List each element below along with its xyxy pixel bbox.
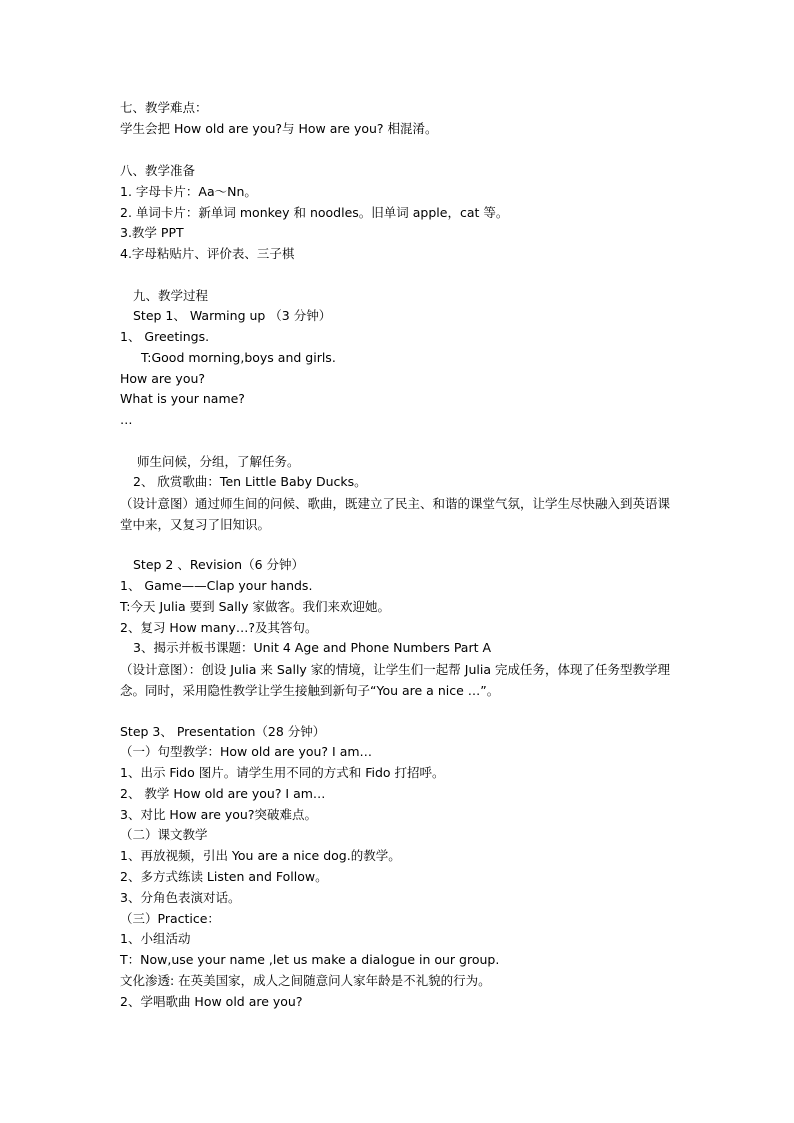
step-1-design-intent: （设计意图）通过师生间的问候、歌曲，既建立了民主、和谐的课堂气氛，让学生尽快融入到英语课堂中来，又复习了旧知识。 [120,496,671,532]
step-2-heading: Step 2 、Revision（6 分钟） [133,557,305,572]
section-9-heading: 九、教学过程 [133,288,209,303]
step-1-item-1: 1、 Greetings. [120,329,210,344]
step-1-ellipsis: … [120,412,133,427]
step-1-heading: Step 1、 Warming up （3 分钟） [133,308,332,323]
section-8-item-2: 2. 单词卡片：新单词 monkey 和 noodles。旧单词 apple，cat 等。 [120,205,509,220]
step-3-part-a-item-2: 2、 教学 How old are you? I am… [120,786,326,801]
section-8-item-4: 4.字母粘贴片、评价表、三子棋 [120,246,295,261]
step-3-heading: Step 3、 Presentation（28 分钟） [120,724,326,739]
step-3-part-c-item-2: 2、学唱歌曲 How old are you? [120,994,303,1009]
step-2-design-intent: （设计意图）：创设 Julia 来 Sally 家的情境，让学生们一起帮 Julia 完成任务，体现了任务型教学理念。同时，采用隐性教学让学生接触到新句子“You are a nice …”。 [120,662,670,698]
step-3-part-b-heading: （二）课文教学 [120,827,208,842]
step-3-part-a-heading: （一）句型教学：How old are you? I am… [120,744,373,759]
step-2-teacher-line: T:今天 Julia 要到 Sally 家做客。我们来欢迎她。 [120,599,391,614]
step-3-culture-note: 文化渗透: 在英美国家，成人之间随意问人家年龄是不礼貌的行为。 [120,973,491,988]
step-1-item-2: 2、 欣赏歌曲：Ten Little Baby Ducks。 [133,474,367,489]
step-3-part-c-item-1: 1、小组活动 [120,931,191,946]
step-3-part-a-item-1: 1、出示 Fido 图片。请学生用不同的方式和 Fido 打招呼。 [120,765,445,780]
step-1-question-2: What is your name? [120,391,245,406]
step-2-item-1: 1、 Game——Clap your hands. [120,578,313,593]
section-8-item-3: 3.教学 PPT [120,225,184,240]
step-3-part-c-teacher-line: T：Now,use your name ,let us make a dialogue in our group. [120,952,500,967]
step-2-item-2: 2、复习 How many…?及其答句。 [120,620,318,635]
step-3-part-b-item-2: 2、多方式练读 Listen and Follow。 [120,869,328,884]
step-3-part-a-item-3: 3、对比 How are you?突破难点。 [120,807,317,822]
step-3-part-c-heading: （三）Practice： [120,911,220,926]
section-7-text: 学生会把 How old are you?与 How are you? 相混淆。 [120,121,438,136]
section-8-heading: 八、教学准备 [120,163,196,178]
section-7-heading: 七、教学难点： [120,100,208,115]
step-1-note: 师生问候，分组，了解任务。 [137,454,300,469]
section-8-item-1: 1. 字母卡片：Aa～Nn。 [120,184,257,199]
step-1-question-1: How are you? [120,371,206,386]
step-2-item-3: 3、揭示并板书课题：Unit 4 Age and Phone Numbers Part A [133,640,492,655]
step-3-part-b-item-1: 1、再放视频，引出 You are a nice dog.的教学。 [120,848,401,863]
step-3-part-b-item-3: 3、分角色表演对话。 [120,890,241,905]
step-1-teacher-line: T:Good morning,boys and girls. [141,350,336,365]
